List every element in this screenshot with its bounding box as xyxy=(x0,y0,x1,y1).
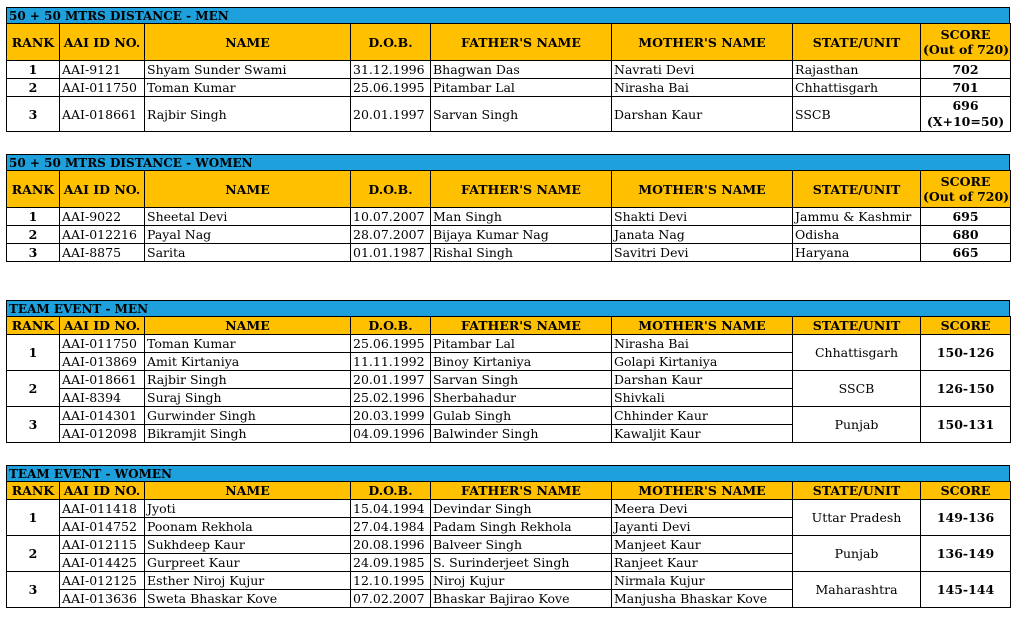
state-cell: SSCB xyxy=(793,371,921,407)
mother-cell: Manjusha Bhaskar Kove xyxy=(612,590,793,608)
rank-cell: 1 xyxy=(7,61,60,79)
name-cell: Toman Kumar xyxy=(145,335,351,353)
name-cell: Poonam Rekhola xyxy=(145,518,351,536)
rank-cell: 2 xyxy=(7,226,60,244)
results-table xyxy=(6,23,1011,132)
score-cell: 701 xyxy=(921,79,1011,97)
state-cell: Uttar Pradesh xyxy=(793,500,921,536)
father-cell: Man Singh xyxy=(431,208,612,226)
table-row xyxy=(7,407,1011,425)
state-header: STATE/UNIT xyxy=(793,171,921,208)
dob-header: D.O.B. xyxy=(351,24,431,61)
mother-cell: Jayanti Devi xyxy=(612,518,793,536)
table-row xyxy=(7,97,1011,132)
score-label: SCORE xyxy=(940,27,991,42)
father-cell: Gulab Singh xyxy=(431,407,612,425)
header-row xyxy=(7,24,1011,61)
results-table xyxy=(6,316,1011,443)
id-cell: AAI-011750 xyxy=(60,79,145,97)
name-cell: Rajbir Singh xyxy=(145,371,351,389)
id-cell: AAI-012216 xyxy=(60,226,145,244)
father-cell: Bhaskar Bajirao Kove xyxy=(431,590,612,608)
id-cell: AAI-018661 xyxy=(60,97,145,132)
score-header: SCORE xyxy=(921,317,1011,335)
header-row xyxy=(7,317,1011,335)
id-cell: AAI-011750 xyxy=(60,335,145,353)
id-cell: AAI-9022 xyxy=(60,208,145,226)
dob-cell: 27.04.1984 xyxy=(351,518,431,536)
name-cell: Toman Kumar xyxy=(145,79,351,97)
mother-cell: Nirasha Bai xyxy=(612,335,793,353)
dob-cell: 28.07.2007 xyxy=(351,226,431,244)
table-row xyxy=(7,371,1011,389)
mother-cell: Navrati Devi xyxy=(612,61,793,79)
mother-cell: Shivkali xyxy=(612,389,793,407)
id-cell: AAI-011418 xyxy=(60,500,145,518)
rank-cell: 2 xyxy=(7,536,60,572)
father-cell: Niroj Kujur xyxy=(431,572,612,590)
father-cell: Sarvan Singh xyxy=(431,97,612,132)
state-cell: Jammu & Kashmir xyxy=(793,208,921,226)
dob-cell: 04.09.1996 xyxy=(351,425,431,443)
score-cell: 136-149 xyxy=(921,536,1011,572)
dob-cell: 15.04.1994 xyxy=(351,500,431,518)
score-cell: 149-136 xyxy=(921,500,1011,536)
aai-id-header: AAI ID NO. xyxy=(60,317,145,335)
state-cell: Chhattisgarh xyxy=(793,335,921,371)
aai-id-header: AAI ID NO. xyxy=(60,24,145,61)
father-cell: Balveer Singh xyxy=(431,536,612,554)
name-header: NAME xyxy=(145,317,351,335)
father-cell: S. Surinderjeet Singh xyxy=(431,554,612,572)
dob-cell: 24.09.1985 xyxy=(351,554,431,572)
father-header: FATHER'S NAME xyxy=(431,317,612,335)
father-cell: Rishal Singh xyxy=(431,244,612,262)
dob-cell: 25.06.1995 xyxy=(351,79,431,97)
mother-cell: Kawaljit Kaur xyxy=(612,425,793,443)
father-header: FATHER'S NAME xyxy=(431,171,612,208)
name-cell: Shyam Sunder Swami xyxy=(145,61,351,79)
rank-header: RANK xyxy=(7,24,60,61)
name-cell: Bikramjit Singh xyxy=(145,425,351,443)
name-cell: Sheetal Devi xyxy=(145,208,351,226)
table-row xyxy=(7,79,1011,97)
section-title: 50 + 50 MTRS DISTANCE - MEN xyxy=(6,7,1010,23)
father-cell: Pitambar Lal xyxy=(431,79,612,97)
id-cell: AAI-012125 xyxy=(60,572,145,590)
rank-cell: 3 xyxy=(7,407,60,443)
dob-header: D.O.B. xyxy=(351,482,431,500)
id-cell: AAI-018661 xyxy=(60,371,145,389)
dob-header: D.O.B. xyxy=(351,317,431,335)
section-title: TEAM EVENT - MEN xyxy=(6,300,1010,316)
state-header: STATE/UNIT xyxy=(793,317,921,335)
score-cell: 150-131 xyxy=(921,407,1011,443)
id-cell: AAI-012115 xyxy=(60,536,145,554)
header-row xyxy=(7,482,1011,500)
mother-cell: Ranjeet Kaur xyxy=(612,554,793,572)
score-header: SCORE xyxy=(921,482,1011,500)
score-cell: 145-144 xyxy=(921,572,1011,608)
table-row xyxy=(7,335,1011,353)
rank-cell: 2 xyxy=(7,79,60,97)
score-cell: 702 xyxy=(921,61,1011,79)
dob-cell: 07.02.2007 xyxy=(351,590,431,608)
rank-cell: 1 xyxy=(7,500,60,536)
dob-cell: 20.01.1997 xyxy=(351,371,431,389)
father-cell: Pitambar Lal xyxy=(431,335,612,353)
father-header: FATHER'S NAME xyxy=(431,24,612,61)
section-team-men xyxy=(6,300,1010,443)
name-cell: Amit Kirtaniya xyxy=(145,353,351,371)
name-cell: Jyoti xyxy=(145,500,351,518)
name-header: NAME xyxy=(145,482,351,500)
header-row xyxy=(7,171,1011,208)
dob-header: D.O.B. xyxy=(351,171,431,208)
state-cell: Odisha xyxy=(793,226,921,244)
mother-header: MOTHER'S NAME xyxy=(612,317,793,335)
mother-cell: Manjeet Kaur xyxy=(612,536,793,554)
state-cell: SSCB xyxy=(793,97,921,132)
name-cell: Gurpreet Kaur xyxy=(145,554,351,572)
mother-cell: Shakti Devi xyxy=(612,208,793,226)
dob-cell: 12.10.1995 xyxy=(351,572,431,590)
score-cell: 665 xyxy=(921,244,1011,262)
section-title: 50 + 50 MTRS DISTANCE - WOMEN xyxy=(6,154,1010,170)
mother-cell: Golapi Kirtaniya xyxy=(612,353,793,371)
id-cell: AAI-012098 xyxy=(60,425,145,443)
name-cell: Sukhdeep Kaur xyxy=(145,536,351,554)
father-cell: Padam Singh Rekhola xyxy=(431,518,612,536)
name-header: NAME xyxy=(145,24,351,61)
id-cell: AAI-9121 xyxy=(60,61,145,79)
state-cell: Haryana xyxy=(793,244,921,262)
father-cell: Sherbahadur xyxy=(431,389,612,407)
rank-cell: 3 xyxy=(7,97,60,132)
rank-cell: 1 xyxy=(7,335,60,371)
section-title: TEAM EVENT - WOMEN xyxy=(6,465,1010,481)
dob-cell: 20.03.1999 xyxy=(351,407,431,425)
dob-cell: 31.12.1996 xyxy=(351,61,431,79)
dob-cell: 20.08.1996 xyxy=(351,536,431,554)
mother-header: MOTHER'S NAME xyxy=(612,482,793,500)
name-cell: Sweta Bhaskar Kove xyxy=(145,590,351,608)
dob-cell: 11.11.1992 xyxy=(351,353,431,371)
table-row xyxy=(7,536,1011,554)
table-row xyxy=(7,226,1011,244)
section-men-individual xyxy=(6,7,1010,132)
aai-id-header: AAI ID NO. xyxy=(60,171,145,208)
dob-cell: 20.01.1997 xyxy=(351,97,431,132)
name-cell: Sarita xyxy=(145,244,351,262)
rank-cell: 2 xyxy=(7,371,60,407)
id-cell: AAI-013869 xyxy=(60,353,145,371)
section-women-individual xyxy=(6,154,1010,262)
dob-cell: 25.06.1995 xyxy=(351,335,431,353)
state-cell: Punjab xyxy=(793,536,921,572)
score-cell: 680 xyxy=(921,226,1011,244)
father-cell: Bhagwan Das xyxy=(431,61,612,79)
mother-cell: Darshan Kaur xyxy=(612,371,793,389)
father-cell: Devindar Singh xyxy=(431,500,612,518)
rank-cell: 1 xyxy=(7,208,60,226)
father-header: FATHER'S NAME xyxy=(431,482,612,500)
results-table xyxy=(6,170,1011,262)
name-cell: Rajbir Singh xyxy=(145,97,351,132)
state-header: STATE/UNIT xyxy=(793,24,921,61)
score-label: SCORE xyxy=(940,174,991,189)
table-row xyxy=(7,244,1011,262)
id-cell: AAI-014752 xyxy=(60,518,145,536)
id-cell: AAI-014425 xyxy=(60,554,145,572)
score-tiebreak: (X+10=50) xyxy=(926,114,1005,129)
aai-id-header: AAI ID NO. xyxy=(60,482,145,500)
score-cell: 126-150 xyxy=(921,371,1011,407)
table-row xyxy=(7,500,1011,518)
rank-header: RANK xyxy=(7,317,60,335)
id-cell: AAI-8875 xyxy=(60,244,145,262)
name-cell: Gurwinder Singh xyxy=(145,407,351,425)
mother-header: MOTHER'S NAME xyxy=(612,171,793,208)
father-cell: Binoy Kirtaniya xyxy=(431,353,612,371)
score-sub-label: (Out of 720) xyxy=(923,189,1010,204)
father-cell: Sarvan Singh xyxy=(431,371,612,389)
rank-header: RANK xyxy=(7,171,60,208)
id-cell: AAI-014301 xyxy=(60,407,145,425)
rank-cell: 3 xyxy=(7,572,60,608)
id-cell: AAI-013636 xyxy=(60,590,145,608)
table-row xyxy=(7,61,1011,79)
score-header xyxy=(921,171,1011,208)
id-cell: AAI-8394 xyxy=(60,389,145,407)
score-cell: 695 xyxy=(921,208,1011,226)
name-cell: Esther Niroj Kujur xyxy=(145,572,351,590)
name-cell: Suraj Singh xyxy=(145,389,351,407)
state-header: STATE/UNIT xyxy=(793,482,921,500)
rank-header: RANK xyxy=(7,482,60,500)
table-row xyxy=(7,572,1011,590)
results-table xyxy=(6,481,1011,608)
mother-cell: Janata Nag xyxy=(612,226,793,244)
name-header: NAME xyxy=(145,171,351,208)
mother-header: MOTHER'S NAME xyxy=(612,24,793,61)
mother-cell: Nirmala Kujur xyxy=(612,572,793,590)
state-cell: Chhattisgarh xyxy=(793,79,921,97)
dob-cell: 10.07.2007 xyxy=(351,208,431,226)
father-cell: Balwinder Singh xyxy=(431,425,612,443)
score-header xyxy=(921,24,1011,61)
mother-cell: Chhinder Kaur xyxy=(612,407,793,425)
dob-cell: 01.01.1987 xyxy=(351,244,431,262)
state-cell: Maharashtra xyxy=(793,572,921,608)
section-team-women xyxy=(6,465,1010,608)
state-cell: Rajasthan xyxy=(793,61,921,79)
rank-cell: 3 xyxy=(7,244,60,262)
score-cell xyxy=(921,97,1011,132)
score-sub-label: (Out of 720) xyxy=(923,42,1010,57)
mother-cell: Meera Devi xyxy=(612,500,793,518)
state-cell: Punjab xyxy=(793,407,921,443)
father-cell: Bijaya Kumar Nag xyxy=(431,226,612,244)
dob-cell: 25.02.1996 xyxy=(351,389,431,407)
table-row xyxy=(7,208,1011,226)
name-cell: Payal Nag xyxy=(145,226,351,244)
mother-cell: Savitri Devi xyxy=(612,244,793,262)
score-value: 696 xyxy=(952,98,979,113)
score-cell: 150-126 xyxy=(921,335,1011,371)
mother-cell: Nirasha Bai xyxy=(612,79,793,97)
mother-cell: Darshan Kaur xyxy=(612,97,793,132)
